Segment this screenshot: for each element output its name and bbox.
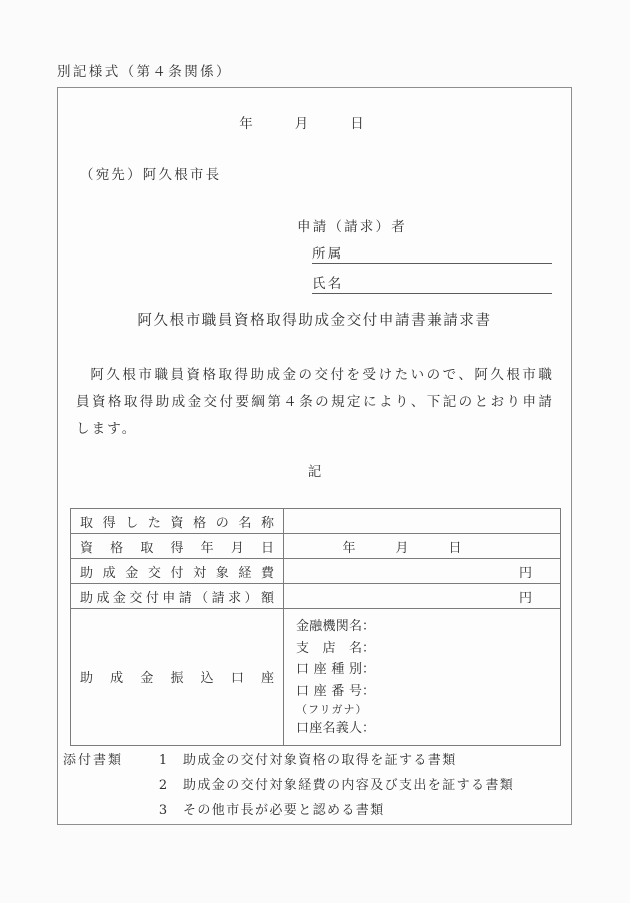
application-table bbox=[70, 508, 561, 746]
bank-branch-colon: ： bbox=[362, 640, 376, 656]
form-number: 別記様式（第４条関係） bbox=[57, 64, 232, 80]
attachments-section bbox=[63, 749, 514, 824]
attachment-text-3: その他市長が必要と認める書類 bbox=[183, 803, 385, 818]
table-row-requested-amount bbox=[71, 584, 561, 609]
date-day-label: 日 bbox=[350, 116, 366, 132]
attachment-text-2: 助成金の交付対象経費の内容及び支出を証する書類 bbox=[183, 778, 515, 793]
acq-month-label: 月 bbox=[395, 540, 411, 556]
label-eligible-expense: 助成金交付対象経費 bbox=[71, 559, 284, 584]
bank-field-furigana: （フリガナ） bbox=[296, 703, 368, 716]
table-row-acquisition-date bbox=[71, 534, 561, 559]
bank-account-type-colon: ： bbox=[362, 662, 376, 677]
bank-account-type-label: 口座種別 bbox=[296, 662, 362, 677]
bank-account-number-colon: ： bbox=[362, 683, 376, 699]
bank-institution-label: 金融機関名 bbox=[296, 619, 362, 634]
attachment-number-3: 3 bbox=[158, 803, 168, 818]
addressee: （宛先）阿久根市長 bbox=[80, 167, 222, 183]
bank-account-holder-label: 口座名義人 bbox=[296, 721, 362, 736]
bank-field-account-number[interactable] bbox=[296, 681, 548, 703]
value-requested-amount[interactable]: 円 bbox=[284, 584, 561, 609]
ki-marker: 記 bbox=[307, 464, 322, 480]
value-eligible-expense[interactable]: 円 bbox=[284, 559, 561, 584]
attachment-text-1: 助成金の交付対象資格の取得を証する書類 bbox=[183, 753, 457, 768]
acq-year-label: 年 bbox=[342, 540, 358, 556]
affiliation-input-rule[interactable] bbox=[343, 246, 552, 264]
attachments-heading: 添付書類 bbox=[63, 753, 124, 768]
attachment-number-2: 2 bbox=[158, 778, 168, 793]
body-paragraph bbox=[76, 362, 554, 443]
label-qualification-name: 取得した資格の名称 bbox=[71, 509, 284, 534]
affiliation-field-row bbox=[312, 244, 552, 264]
name-field-row bbox=[312, 274, 552, 294]
table-row-qualification-name bbox=[71, 509, 561, 534]
label-requested-amount: 助成金交付申請（請求）額 bbox=[71, 584, 284, 609]
value-qualification-name[interactable] bbox=[284, 509, 561, 534]
date-line bbox=[57, 112, 572, 132]
affiliation-label: 所属 bbox=[312, 242, 343, 264]
bank-field-institution[interactable] bbox=[296, 616, 548, 638]
page-title: 阿久根市職員資格取得助成金交付申請書兼請求書 bbox=[137, 313, 492, 329]
attachment-number-1: 1 bbox=[158, 753, 168, 768]
bank-field-branch[interactable] bbox=[296, 638, 548, 660]
date-year-label: 年 bbox=[239, 116, 255, 132]
bank-account-number-label: 口座番号 bbox=[296, 683, 362, 699]
name-label: 氏名 bbox=[312, 272, 343, 294]
attachment-item-2 bbox=[63, 774, 514, 799]
bank-field-account-holder[interactable] bbox=[296, 718, 548, 740]
table-row-bank-account bbox=[71, 609, 561, 746]
bank-institution-colon: ： bbox=[362, 619, 376, 634]
body-paragraph-text: 阿久根市職員資格取得助成金の交付を受けたいので、阿久根市職員資格取得助成金交付要綱第４条の規定により、下記のとおり申請します。 bbox=[76, 367, 554, 437]
date-month-label: 月 bbox=[294, 116, 311, 132]
bank-field-account-type[interactable] bbox=[296, 659, 548, 681]
applicant-block bbox=[297, 215, 552, 304]
label-bank-account: 助成金振込口座 bbox=[71, 609, 284, 746]
value-bank-account[interactable] bbox=[284, 609, 561, 746]
acq-day-label: 日 bbox=[448, 540, 464, 556]
bank-branch-label: 支店名 bbox=[296, 640, 362, 656]
table-row-eligible-expense bbox=[71, 559, 561, 584]
applicant-title: 申請（請求）者 bbox=[297, 219, 407, 235]
label-acquisition-date: 資格取得年月日 bbox=[71, 534, 284, 559]
name-input-rule[interactable] bbox=[343, 276, 552, 294]
bank-account-holder-colon: ： bbox=[362, 721, 376, 736]
value-acquisition-date[interactable] bbox=[284, 534, 561, 559]
attachment-item-3 bbox=[63, 799, 514, 824]
attachment-item-1 bbox=[63, 749, 514, 774]
